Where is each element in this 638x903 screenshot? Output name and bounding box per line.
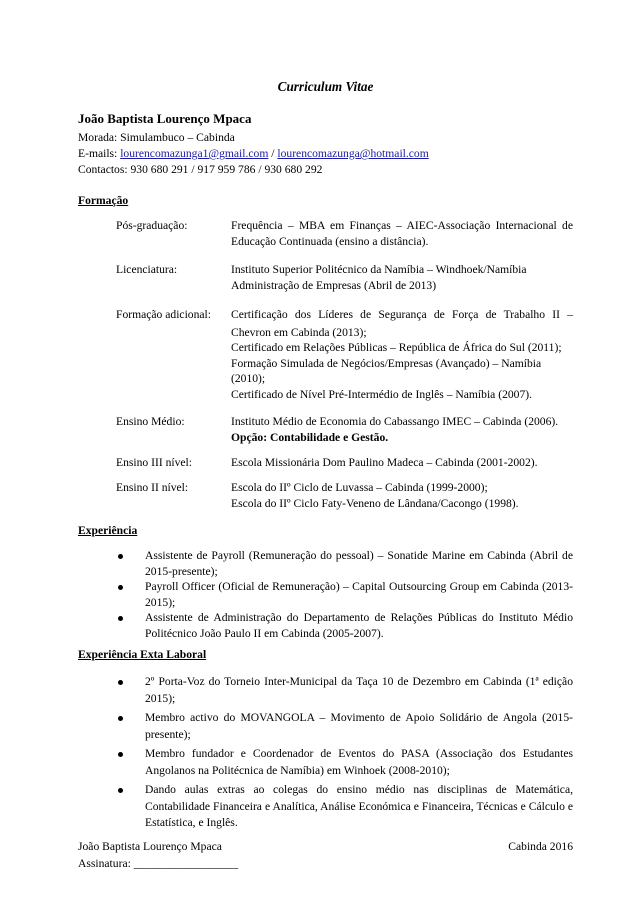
experiencia-extra-list: [78, 674, 573, 832]
bullet-icon: [118, 788, 123, 793]
formacao-label: Ensino III nível:: [116, 456, 192, 469]
document-title: Curriculum Vitae: [277, 79, 374, 94]
formacao-row: [116, 218, 573, 250]
list-item: [78, 710, 573, 743]
formacao-line: Escola do IIº Ciclo Faty-Veneno de Lândana/Cacongo (1998).: [231, 496, 519, 510]
formacao-line: Educação Continuada (ensino a distância).: [231, 234, 429, 248]
section-heading-experiencia-extra: Experiência Exta Laboral: [78, 648, 207, 661]
bullet-icon: [118, 585, 123, 590]
footer-place-year: Cabinda 2016: [508, 840, 573, 853]
formacao-line: Instituto Médio de Economia do Cabassango IMEC – Cabinda (2006).: [231, 415, 559, 428]
formacao-description: [231, 262, 573, 293]
formacao-line: Escola do IIº Ciclo de Luvassa – Cabinda (1999-2000);: [231, 481, 488, 494]
list-item-text: Assistente de Administração do Departamento de Relações Públicas do Instituto Médio Politécnico João Paulo II em Cabinda (2005-2007).: [145, 611, 573, 640]
formacao-description: [231, 307, 573, 402]
list-item: [78, 674, 573, 707]
list-item-text: Payroll Officer (Oficial de Remuneração) – Capital Outsourcing Group em Cabinda (2013-2015);: [145, 580, 573, 609]
bullet-icon: [118, 680, 123, 685]
formacao-line-bold: Opção: Contabilidade e Gestão.: [231, 430, 389, 444]
list-item-text: 2º Porta-Voz do Torneio Inter-Municipal da Taça 10 de Dezembro em Cabinda (1ª edição 2015);: [145, 675, 573, 705]
list-item: [78, 746, 573, 779]
formacao-line: Certificação dos Líderes de Segurança de Força de Trabalho II –: [231, 308, 573, 321]
experiencia-list: [78, 548, 573, 641]
formacao-label: Ensino II nível:: [116, 481, 189, 494]
formacao-row: [116, 414, 573, 446]
email-link-gmail[interactable]: lourencomazunga1@gmail.com: [120, 147, 269, 160]
formacao-row: [116, 455, 573, 471]
formacao-label: Ensino Médio:: [116, 415, 185, 428]
formacao-line: Frequência – MBA em Finanças – AIEC-Associação Internacional de: [231, 219, 573, 232]
formacao-row: [116, 262, 573, 294]
bullet-icon: [118, 616, 123, 621]
candidate-name: João Baptista Lourenço Mpaca: [78, 111, 252, 126]
list-item-text: Dando aulas extras ao colegas do ensino médio nas disciplinas de Matemática, Contabilidade Financeira e Analítica, Análise Económica e Financeira, Técnicas e Cálculo e Estatística, e Inglês.: [145, 783, 573, 829]
formacao-line: Formação Simulada de Negócios/Empresas (Avançado) – Namíbia: [231, 356, 542, 370]
formacao-label: Licenciatura:: [116, 263, 178, 276]
formacao-line: Chevron em Cabinda (2013);: [231, 325, 367, 339]
formacao-line: (2010);: [231, 372, 266, 385]
formacao-row: [116, 480, 573, 512]
formacao-line: Escola Missionária Dom Paulino Madeca – Cabinda (2001-2002).: [231, 456, 538, 469]
section-heading-experiencia: Experiência: [78, 524, 138, 537]
email-link-hotmail[interactable]: lourencomazunga@hotmail.com: [277, 147, 429, 160]
formacao-description: [231, 455, 573, 471]
formacao-row: [116, 307, 573, 402]
formacao-label: Formação adicional:: [116, 308, 211, 321]
footer-name: João Baptista Lourenço Mpaca: [78, 840, 222, 853]
list-item: [78, 579, 573, 610]
section-heading-formacao: Formação: [78, 194, 129, 207]
address-line: Morada: Simulambuco – Cabinda: [78, 131, 235, 144]
formacao-line: Administração de Empresas (Abril de 2013): [231, 278, 437, 292]
footer-signature: Assinatura: __________________: [78, 857, 239, 870]
bullet-icon: [118, 716, 123, 721]
formacao-description: [231, 218, 573, 249]
bullet-icon: [118, 752, 123, 757]
formacao-line: Instituto Superior Politécnico da Namíbia – Windhoek/Namíbia: [231, 263, 527, 276]
formacao-description: [231, 480, 573, 511]
list-item: [78, 610, 573, 641]
formacao-line: Certificado de Nível Pré-Intermédio de Inglês – Namíbia (2007).: [231, 387, 533, 401]
emails-separator: /: [268, 147, 278, 160]
list-item: [78, 782, 573, 832]
phone-line: Contactos: 930 680 291 / 917 959 786 / 930 680 292: [78, 163, 323, 176]
list-item-text: Assistente de Payroll (Remuneração do pessoal) – Sonatide Marine em Cabinda (Abril de 2015-presente);: [145, 549, 573, 578]
formacao-line: Certificado em Relações Públicas – República de África do Sul (2011);: [231, 341, 562, 354]
bullet-icon: [118, 554, 123, 559]
emails-prefix: E-mails:: [78, 147, 121, 160]
formacao-description: [231, 414, 573, 445]
emails-line: [78, 146, 429, 162]
list-item: [78, 548, 573, 579]
cv-page: [78, 0, 573, 903]
list-item-text: Membro activo do MOVANGOLA – Movimento de Apoio Solidário de Angola (2015-presente);: [145, 711, 573, 741]
formacao-label: Pós-graduação:: [116, 219, 188, 232]
list-item-text: Membro fundador e Coordenador de Eventos do PASA (Associação dos Estudantes Angolanos na Politécnica de Namíbia) em Winhoek (2008-2010);: [145, 747, 573, 777]
